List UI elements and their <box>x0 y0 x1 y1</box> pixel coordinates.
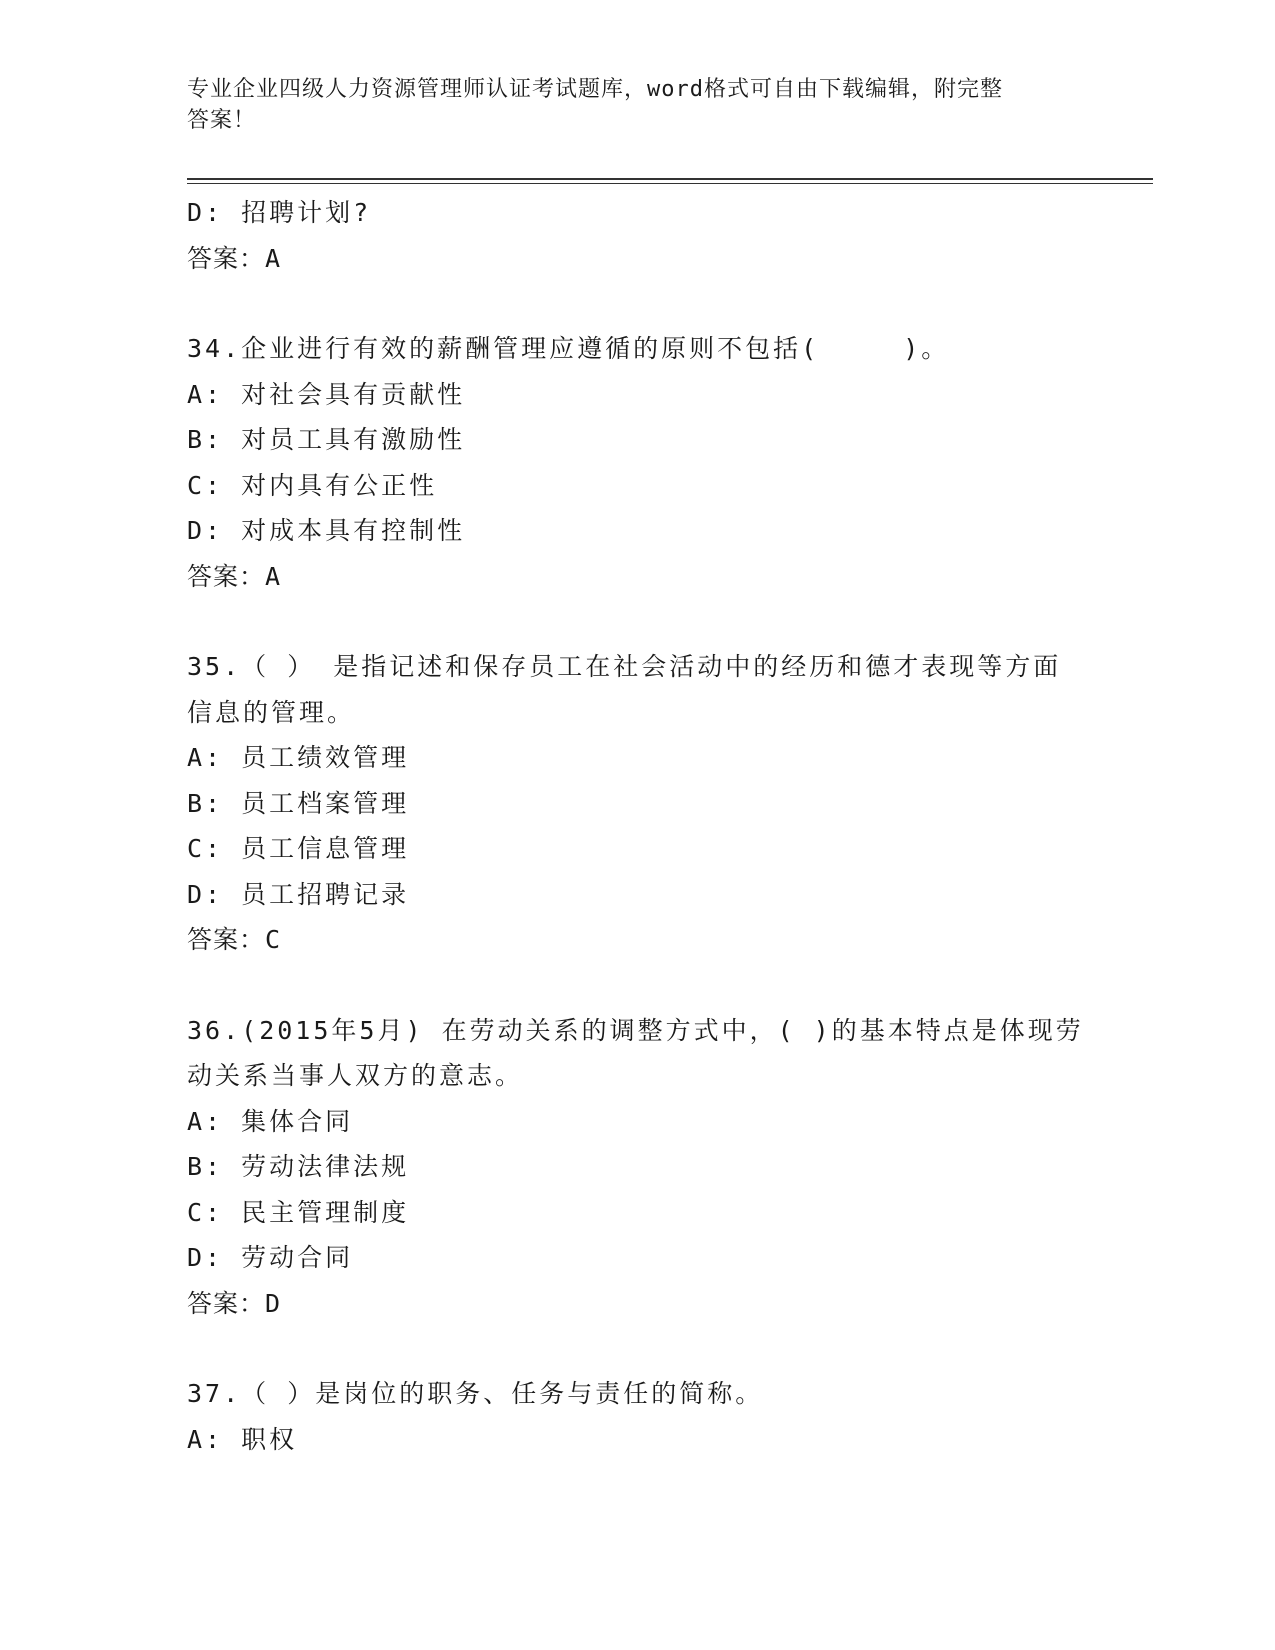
option-b: B: 劳动法律法规 <box>187 1152 410 1181</box>
option-d: D: 招聘计划? <box>187 198 372 227</box>
option-a: A: 集体合同 <box>187 1106 354 1136</box>
option-c: C: 民主管理制度 <box>187 1197 410 1227</box>
answer-label: 答案： <box>187 1288 266 1318</box>
answer-line <box>187 236 1087 282</box>
answer-value: A <box>265 561 282 591</box>
question-37 <box>187 1371 1087 1462</box>
answer-value: C <box>265 925 282 954</box>
option-b: B: 员工档案管理 <box>187 788 410 818</box>
option-c: C: 对内具有公正性 <box>187 470 438 500</box>
page-header <box>187 74 1077 136</box>
option-d: D: 对成本具有控制性 <box>187 516 466 545</box>
question-34 <box>187 326 1087 599</box>
option-d: D: 劳动合同 <box>187 1243 354 1272</box>
header-divider-thin <box>187 183 1153 184</box>
question-stem-line-1: 35.（ ） 是指记述和保存员工在社会活动中的经历和德才表现等方面 <box>187 652 1062 681</box>
option-d: D: 员工招聘记录 <box>187 879 410 909</box>
option-b: B: 对员工具有激励性 <box>187 425 466 454</box>
question-stem: 34.企业进行有效的薪酬管理应遵循的原则不包括( )。 <box>187 334 950 363</box>
answer-value: D <box>265 1288 282 1318</box>
option-a: A: 职权 <box>187 1424 298 1454</box>
question-stem-line-2: 信息的管理。 <box>187 697 356 727</box>
answer-value: A <box>265 243 282 273</box>
answer-label: 答案： <box>187 243 266 273</box>
option-a: A: 对社会具有贡献性 <box>187 379 466 409</box>
header-divider <box>187 178 1153 180</box>
question-stem: 37.（ ）是岗位的职务、任务与责任的简称。 <box>187 1379 764 1408</box>
answer-line <box>187 917 1087 963</box>
answer-label: 答案： <box>187 925 266 954</box>
option-c: C: 员工信息管理 <box>187 834 410 863</box>
option-a: A: 员工绩效管理 <box>187 743 410 772</box>
question-stem-line-1: 36.(2015年5月) 在劳动关系的调整方式中，( )的基本特点是体现劳 <box>187 1015 1084 1045</box>
answer-line <box>187 554 1087 600</box>
question-35 <box>187 644 1087 963</box>
answer-label: 答案： <box>187 561 266 591</box>
question-list <box>187 190 1087 1462</box>
header-line-2: 答案！ <box>187 108 257 133</box>
question-stem-line-2: 动关系当事人双方的意志。 <box>187 1061 524 1090</box>
header-line-1: 专业企业四级人力资源管理师认证考试题库，word格式可自由下载编辑，附完整 <box>187 77 1003 102</box>
question-36 <box>187 1008 1087 1327</box>
answer-line <box>187 1281 1087 1327</box>
